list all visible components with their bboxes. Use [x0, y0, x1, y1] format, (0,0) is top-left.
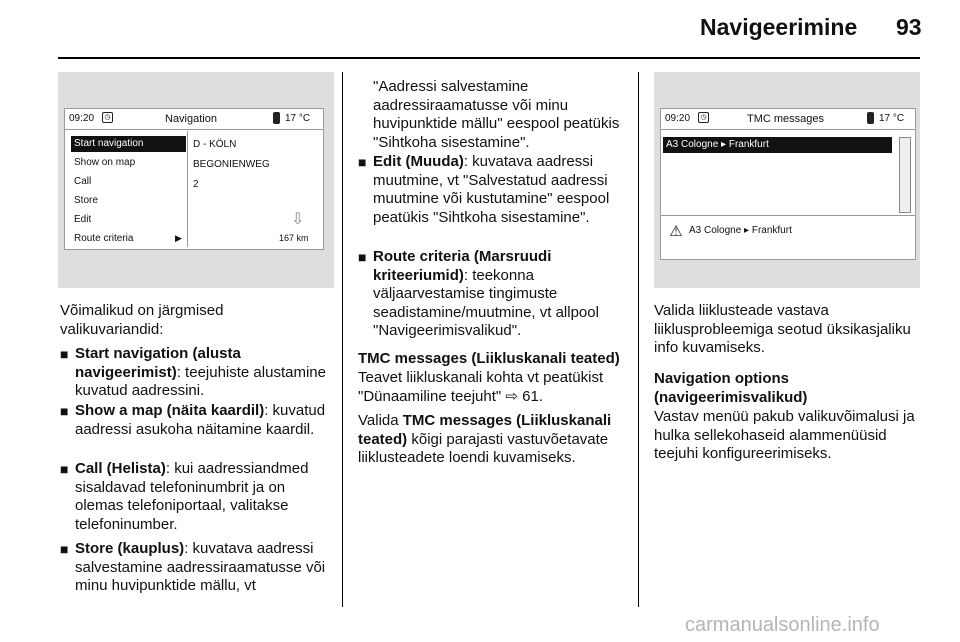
intro-text: Võimalikud on järgmised valikuvariandid: [60, 302, 224, 338]
select-prefix: Valida [358, 412, 403, 429]
address-line-city: D - KÖLN [193, 139, 237, 150]
bullet-edit [373, 153, 629, 227]
page-number: 93 [896, 14, 922, 40]
store-continuation: "Aadressi salvestamine aadressiraamatusse või minu huvipunktide mällu" eespool peatükis "Sihtkoha sisestamine". [373, 78, 620, 151]
tmc-screen-title: TMC messages [747, 113, 825, 125]
tmc-screen-status-bar [661, 109, 915, 130]
clock-icon: ◷ [698, 112, 709, 123]
tmc-select-text [358, 412, 628, 468]
bullet-term: Call (Helista) [75, 460, 166, 477]
bullet-marker: ■ [60, 346, 69, 362]
bullet-show-map [75, 402, 337, 439]
temperature: 17 °C [285, 113, 311, 124]
bullet-marker: ■ [358, 154, 367, 170]
bullet-text: : kuvatud aadressi asukoha näitamine kaardil. [75, 402, 326, 438]
tmc-detail: A3 Cologne ▸ Frankfurt [689, 225, 792, 236]
select-suffix: kõigi parajasti vastuvõetavate liiklusteadete loendi kuvamiseks. [358, 430, 609, 466]
navigation-screen-status-bar [65, 109, 323, 130]
bullet-term: Store (kauplus) [75, 540, 185, 557]
menu-item-edit[interactable]: Edit [74, 214, 92, 225]
bullet-call [75, 460, 337, 534]
bullet-marker: ■ [60, 403, 69, 419]
menu-item-store[interactable]: Store [74, 195, 98, 206]
tmc-screen-figure [654, 72, 920, 288]
bullet-term: Route criteria (Marsruudi kriteeriumid) [373, 248, 552, 284]
menu-item-route-criteria[interactable]: Route criteria [74, 233, 134, 244]
arrow-down-icon: ⇩ [291, 211, 305, 228]
distance: 167 km [279, 233, 309, 243]
bullet-route-criteria [373, 248, 629, 341]
tmc-text: Teavet liikluskanali kohta vt peatükist "Dünaamiline teejuht" ⇨ 61. [358, 369, 604, 405]
traffic-warning-icon: ⚠ [669, 223, 683, 240]
navigation-options-heading: Navigation options (navigeerimisvalikud) [654, 370, 808, 406]
column-divider-left [342, 72, 343, 607]
bullet-text: : kuvatava aadressi salvestamine aadressiraamatusse või minu huvipunktide mällu, vt [75, 540, 326, 594]
temperature: 17 °C [879, 113, 905, 124]
watermark: carmanualsonline.info [685, 614, 880, 636]
bullet-marker: ■ [60, 541, 69, 557]
menu-item-call[interactable]: Call [74, 176, 92, 187]
bullet-text: : teejuhiste alustamine kuvatud aadressini. [75, 363, 326, 399]
bullet-term: Edit (Muuda) [373, 153, 464, 170]
bullet-term: Show a map (näita kaardil) [75, 402, 265, 419]
menu-separator [187, 131, 188, 247]
clock-time: 09:20 [69, 113, 95, 124]
navigation-screen [64, 108, 324, 250]
thermometer-icon [273, 112, 280, 124]
select-term: TMC messages (Liikluskanali teated) [358, 412, 612, 448]
address-line-number: 2 [193, 179, 199, 190]
address-line-street: BEGONIENWEG [193, 159, 270, 170]
clock-time: 09:20 [665, 113, 691, 124]
bullet-text: : kuvatava aadressi muutmine, vt "Salvestatud aadressi muutmine või kustutamine" eespool peatükis "Sihtkoha sisestamine". [373, 153, 610, 226]
navigation-screen-figure [58, 72, 334, 288]
tmc-caption: Valida liiklusteade vastava liiklusprobleemiga seotud üksikasjaliku info kuvamiseks. [654, 302, 911, 356]
bullet-marker: ■ [358, 249, 367, 265]
navigation-options-text: Vastav menüü pakub valikuvõimalusi ja hulka sellekohaseid alammenüüsid teejuhi konfigureerimiseks. [654, 408, 915, 462]
menu-item-start-navigation[interactable]: Start navigation [71, 136, 186, 152]
bullet-marker: ■ [60, 461, 69, 477]
navigation-screen-title: Navigation [165, 113, 217, 125]
scrollbar[interactable] [899, 137, 911, 213]
thermometer-icon [867, 112, 874, 124]
bullet-store [75, 540, 337, 596]
page-header-title: Navigeerimine [700, 14, 858, 40]
column-divider-right [638, 72, 639, 607]
bullet-text: : teekonna väljaarvestamise tingimuste seadistamine/muutmine, vt allpool "Navigeerimisvalikud". [373, 266, 599, 339]
chevron-right-icon: ▶ [175, 233, 182, 243]
tmc-heading: TMC messages (Liikluskanali teated) [358, 350, 620, 367]
clock-icon: ◷ [102, 112, 113, 123]
header-divider [58, 57, 920, 59]
bullet-start-navigation [75, 345, 337, 401]
detail-separator [661, 215, 915, 216]
bullet-term: Start navigation (alusta navigeerimist) [75, 345, 241, 381]
tmc-list-item[interactable]: A3 Cologne ▸ Frankfurt [663, 137, 892, 153]
menu-item-show-on-map[interactable]: Show on map [74, 157, 136, 168]
tmc-screen [660, 108, 916, 260]
bullet-text: : kui aadressiandmed sisaldavad telefoninumbrit ja on olemas telefoniportaal, valitakse telefoninumber. [75, 460, 309, 533]
